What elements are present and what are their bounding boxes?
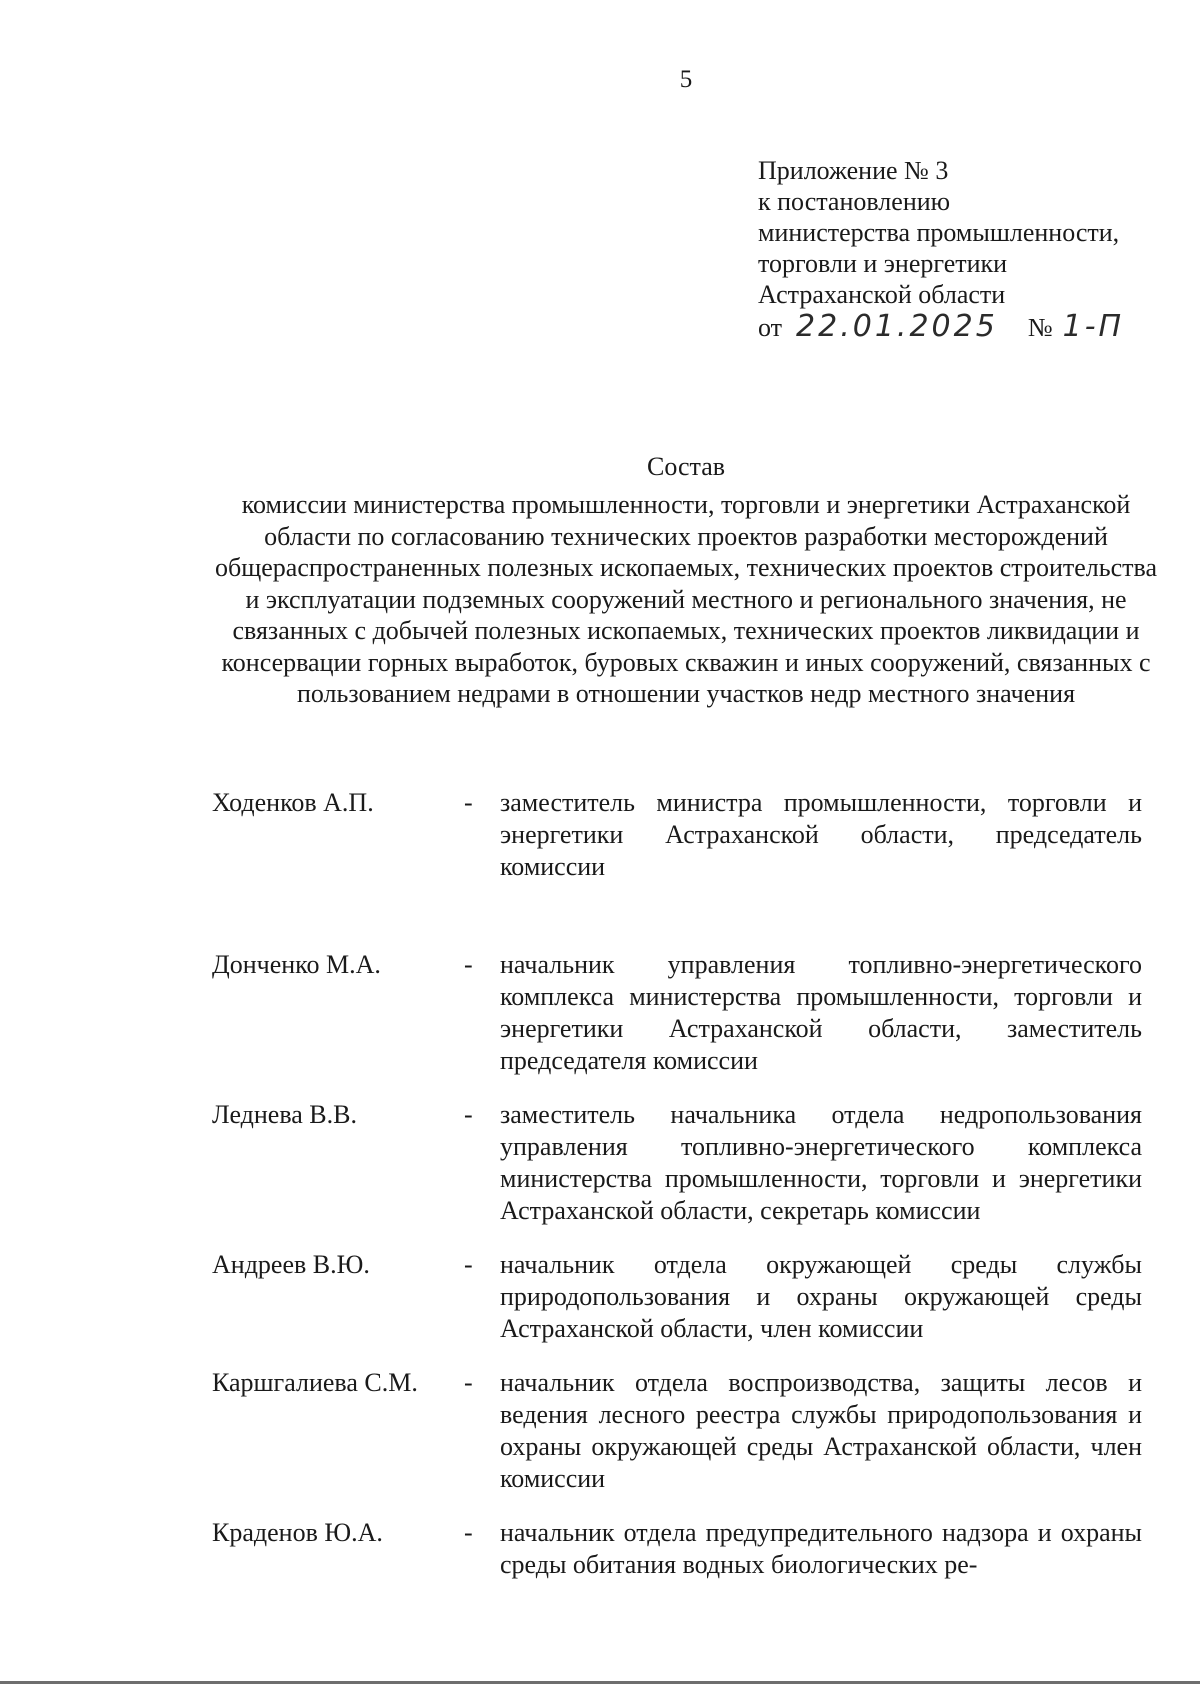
member-name: Каршгалиева С.М. <box>212 1368 418 1397</box>
member-dash: - <box>464 1368 473 1397</box>
members-list <box>212 787 1142 1581</box>
member-row <box>212 1517 1142 1581</box>
appendix-region: Астраханской области <box>758 280 1006 309</box>
member-row <box>212 1367 1142 1495</box>
member-dash: - <box>464 1518 473 1547</box>
member-row <box>212 1249 1142 1345</box>
member-name: Андреев В.Ю. <box>212 1250 370 1279</box>
member-row <box>212 787 1142 883</box>
member-role: заместитель начальника отдела недропользования управления топливно-энергетического комплекса министерства промышленности, торговли и энергетики Астраханской области, секретарь комиссии <box>500 1100 1142 1225</box>
member-dash: - <box>464 1250 473 1279</box>
appendix-title: Приложение № 3 <box>758 156 949 185</box>
member-role: начальник отдела окружающей среды службы природопользования и охраны окружающей среды Астраханской области, член комиссии <box>500 1250 1142 1343</box>
member-name: Краденов Ю.А. <box>212 1518 383 1547</box>
member-dash: - <box>464 950 473 979</box>
handwritten-date: 22.01.2025 <box>796 309 998 344</box>
date-prefix: от <box>758 313 783 342</box>
appendix-date-line <box>758 311 1124 343</box>
appendix-block <box>758 155 1124 343</box>
member-role: начальник управления топливно-энергетического комплекса министерства промышленности, торговли и энергетики Астраханской области, заместитель председателя комиссии <box>500 950 1142 1075</box>
member-name: Леднева В.В. <box>212 1100 357 1129</box>
handwritten-number: 1-П <box>1062 309 1125 344</box>
member-role: начальник отдела воспроизводства, защиты лесов и ведения лесного реестра службы природопользования и охраны окружающей среды Астраханской области, член комиссии <box>500 1368 1142 1493</box>
page-number: 5 <box>679 66 693 93</box>
appendix-ministry-line: министерства промышленности, <box>758 218 1120 247</box>
document-title: Состав <box>646 452 726 481</box>
member-dash: - <box>464 1100 473 1129</box>
number-prefix: № <box>1027 313 1053 342</box>
member-role: начальник отдела предупредительного надзора и охраны среды обитания водных биологических ре- <box>500 1518 1142 1579</box>
scan-bottom-edge <box>0 1681 1200 1684</box>
member-dash: - <box>464 788 473 817</box>
member-name: Ходенков А.П. <box>212 788 374 817</box>
appendix-resolution-ref: к постановлению <box>758 187 951 216</box>
member-row <box>212 949 1142 1077</box>
appendix-ministry-line-2: торговли и энергетики <box>758 249 1008 278</box>
document-subtitle: комиссии министерства промышленности, торговли и энергетики Астраханской области по согласованию технических проектов разработки месторождений общераспространенных полезных ископаемых, технических проектов строительства и эксплуатации подземных сооружений местного и регионального значения, не связанных с добычей полезных ископаемых, технических проектов ликвидации и консервации горных выработок, буровых скважин и иных сооружений, связанных с пользованием недрами в отношении участков недр местного значения <box>214 490 1158 708</box>
member-role: заместитель министра промышленности, торговли и энергетики Астраханской области, председатель комиссии <box>500 788 1142 881</box>
member-row <box>212 1099 1142 1227</box>
member-name: Донченко М.А. <box>212 950 381 979</box>
